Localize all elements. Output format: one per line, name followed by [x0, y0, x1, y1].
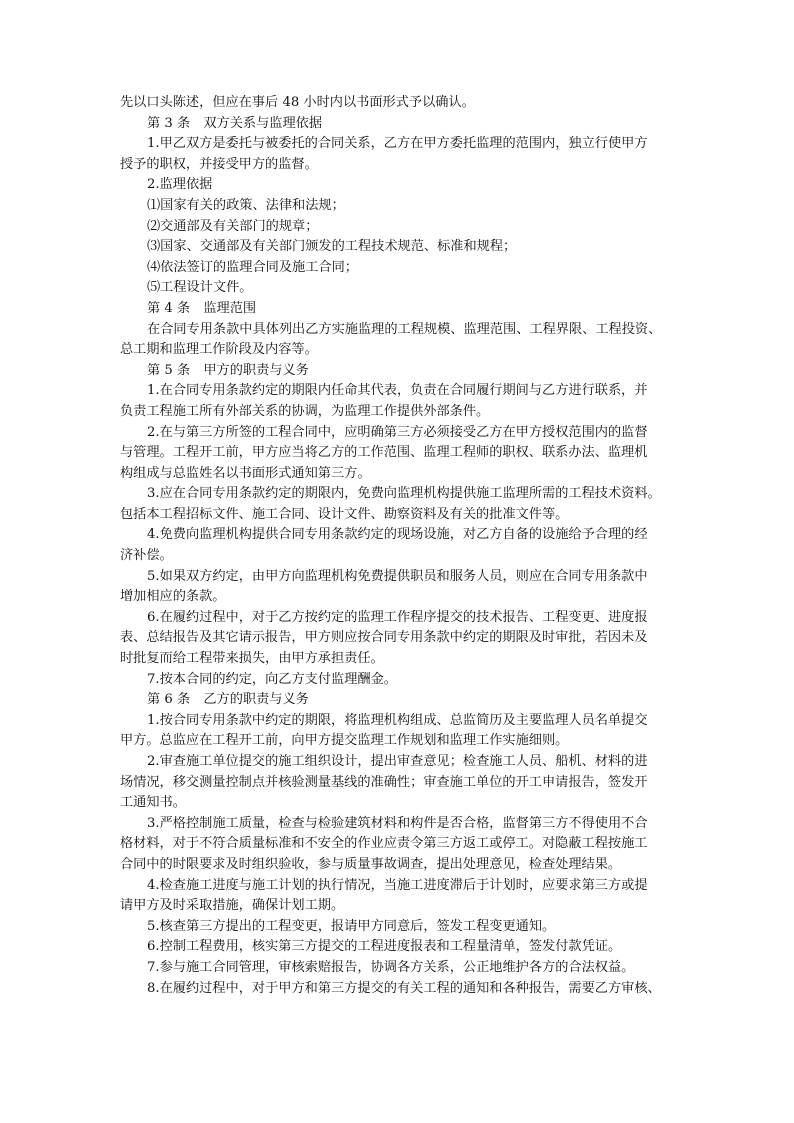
text-line: 7.按本合同的约定，向乙方支付监理酬金。 — [147, 671, 397, 687]
text-line: 2.监理依据 — [147, 177, 213, 193]
text-line: ⑸工程设计文件。 — [147, 280, 253, 296]
text-line: 工通知书。 — [120, 795, 186, 811]
text-line: 表、总结报告及其它请示报告，甲方则应按合同专用条款中约定的期限及时审批，若因未及 — [120, 630, 648, 646]
document-body — [120, 93, 680, 999]
text-line: 时批复而给工程带来损失，由甲方承担责任。 — [120, 651, 384, 667]
text-line: ⑴国家有关的政策、法律和法规； — [147, 197, 345, 213]
text-line: 1.在合同专用条款约定的期限内任命其代表，负责在合同履行期间与乙方进行联系，并 — [147, 383, 648, 399]
text-line: ⑵交通部及有关部门的规章； — [147, 218, 319, 234]
text-line: 第 3 条 双方关系与监理依据 — [147, 115, 323, 131]
text-line: ⑶国家、交通部及有关部门颁发的工程技术规范、标准和规程； — [147, 239, 517, 255]
text-line: 负责工程施工所有外部关系的协调，为监理工作提供外部条件。 — [120, 403, 490, 419]
text-line: 1.按合同专用条款中约定的期限，将监理机构组成、总监简历及主要监理人员名单提交 — [147, 712, 648, 728]
text-line: 总工期和监理工作阶段及内容等。 — [120, 342, 318, 358]
text-line: 5.如果双方约定，由甲方向监理机构免费提供职员和服务人员，则应在合同专用条款中 — [147, 568, 648, 584]
text-line: 6.在履约过程中，对于乙方按约定的监理工作程序提交的技术报告、工程变更、进度报 — [147, 609, 648, 625]
text-line: 第 6 条 乙方的职责与义务 — [147, 692, 309, 708]
text-line: 3.严格控制施工质量，检查与检验建筑材料和构件是否合格，监督第三方不得使用不合 — [147, 815, 648, 831]
text-line: 3.应在合同专用条款约定的期限内，免费向监理机构提供施工监理所需的工程技术资料。 — [147, 486, 661, 502]
text-line: 甲方。总监应在工程开工前，向甲方提交监理工作规划和监理工作实施细则。 — [120, 733, 569, 749]
text-line: 1.甲乙双方是委托与被委托的合同关系，乙方在甲方委托监理的范围内，独立行使甲方 — [147, 136, 648, 152]
text-line: 6.控制工程费用，核实第三方提交的工程进度报表和工程量清单，签发付款凭证。 — [147, 939, 622, 955]
text-line: 与管理。工程开工前，甲方应当将乙方的工作范围、监理工程师的职权、联系办法、监理机 — [120, 445, 648, 461]
text-line: 合同中的时限要求及时组织验收，参与质量事故调查，提出处理意见，检查处理结果。 — [120, 856, 622, 872]
text-line: 授予的职权，并接受甲方的监督。 — [120, 156, 318, 172]
text-line: 先以口头陈述，但应在事后 48 小时内以书面形式予以确认。 — [120, 95, 475, 110]
text-line: 包括本工程招标文件、施工合同、设计文件、勘察资料及有关的批准文件等。 — [120, 506, 569, 522]
text-line: 场情况，移交测量控制点并核验测量基线的准确性；审查施工单位的开工申请报告，签发开 — [120, 774, 648, 790]
text-line: 2.审查施工单位提交的施工组织设计，提出审查意见；检查施工人员、船机、材料的进 — [147, 754, 648, 769]
text-line: ⑷依法签订的监理合同及施工合同； — [147, 259, 358, 275]
text-line: 2.在与第三方所签的工程合同中，应明确第三方必须接受乙方在甲方授权范围内的监督 — [147, 424, 648, 440]
text-line: 增加相应的条款。 — [120, 589, 226, 605]
text-line: 5.核查第三方提出的工程变更，报请甲方同意后，签发工程变更通知。 — [147, 918, 556, 934]
text-line: 请甲方及时采取措施，确保计划工期。 — [120, 898, 345, 914]
text-line: 第 4 条 监理范围 — [147, 300, 257, 316]
text-line: 第 5 条 甲方的职责与义务 — [147, 362, 309, 378]
text-line: 8.在履约过程中，对于甲方和第三方提交的有关工程的通知和各种报告，需要乙方审核、 — [147, 980, 661, 996]
text-line: 4.检查施工进度与施工计划的执行情况，当施工进度滞后于计划时，应要求第三方或提 — [147, 877, 648, 893]
text-line: 格材料，对于不符合质量标准和不安全的作业应责令第三方返工或停工。对隐蔽工程按施工 — [120, 836, 648, 852]
text-line: 济补偿。 — [120, 548, 173, 564]
text-line: 7.参与施工合同管理，审核索赔报告，协调各方关系，公正地维护各方的合法权益。 — [147, 959, 635, 975]
text-line: 4.免费向监理机构提供合同专用条款约定的现场设施，对乙方自备的设施给予合理的经 — [147, 527, 648, 543]
text-line: 在合同专用条款中具体列出乙方实施监理的工程规模、监理范围、工程界限、工程投资、 — [147, 321, 662, 337]
text-line: 构组成与总监姓名以书面形式通知第三方。 — [120, 465, 371, 481]
